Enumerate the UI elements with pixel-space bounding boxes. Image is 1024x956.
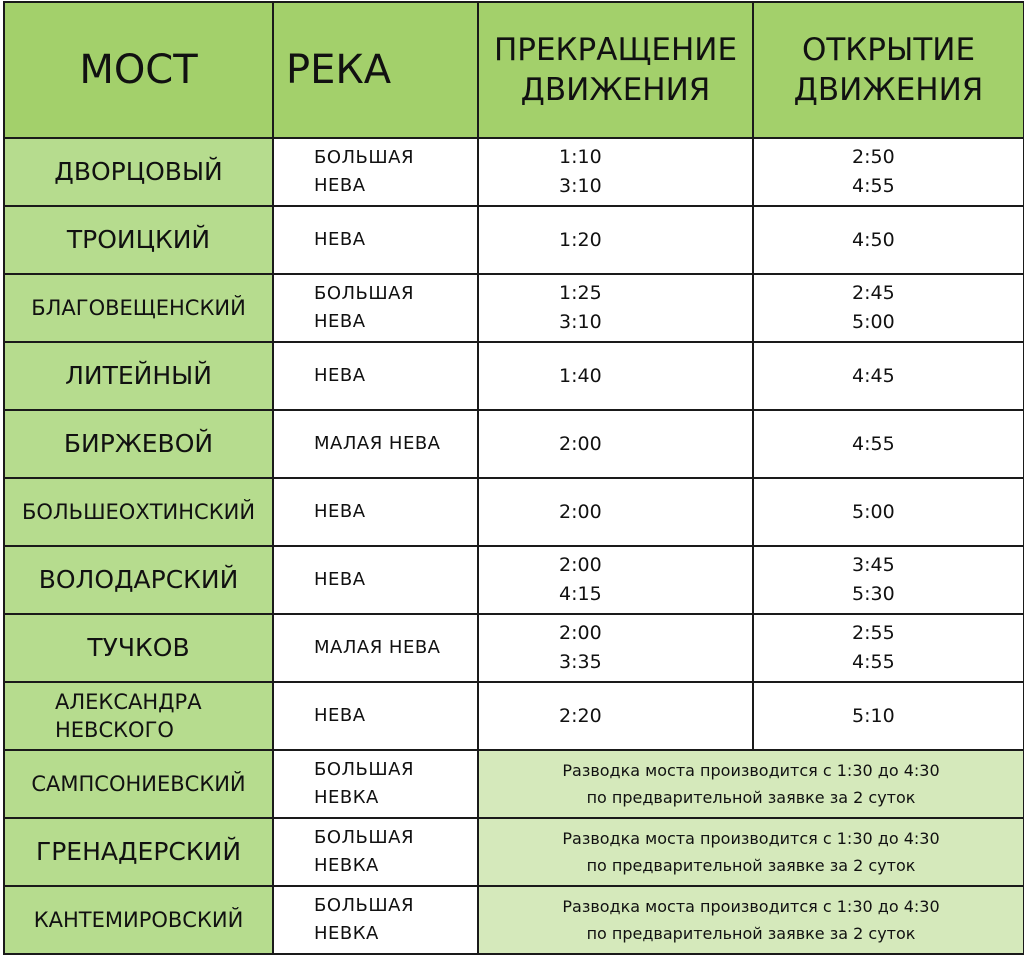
river-name xyxy=(273,750,478,818)
bridge-name-line: ЛИТЕЙНЫЙ xyxy=(65,361,212,390)
bridge-name xyxy=(4,614,273,682)
river-name-line: НЕВА xyxy=(314,569,366,590)
close-time xyxy=(478,614,753,682)
schedule-note-line: Разводка моста производится с 1:30 до 4:30 xyxy=(562,897,940,916)
header-bridge: МОСТ xyxy=(4,2,273,138)
close-time-line: 2:20 xyxy=(559,704,602,727)
open-time xyxy=(753,410,1024,478)
river-name xyxy=(273,478,478,546)
bridge-name xyxy=(4,886,273,954)
close-time-line: 1:40 xyxy=(559,364,602,387)
open-time xyxy=(753,546,1024,614)
bridge-name-line: НЕВСКОГО xyxy=(55,718,174,742)
bridge-name xyxy=(4,274,273,342)
river-name-line: БОЛЬШАЯ xyxy=(314,147,414,168)
river-name xyxy=(273,886,478,954)
open-time-line: 2:45 xyxy=(852,282,895,304)
bridge-name-line: САМПСОНИЕВСКИЙ xyxy=(31,772,246,796)
schedule-note-line: Разводка моста производится с 1:30 до 4:30 xyxy=(562,829,940,848)
close-time xyxy=(478,206,753,274)
table-row xyxy=(4,410,1024,478)
schedule-note xyxy=(478,886,1024,954)
table-row xyxy=(4,886,1024,954)
close-time xyxy=(478,682,753,750)
header-close-line: ПРЕКРАЩЕНИЕ xyxy=(493,32,738,68)
river-name-line: НЕВА xyxy=(314,229,366,250)
close-time-line: 3:10 xyxy=(559,175,602,197)
river-name xyxy=(273,342,478,410)
schedule-note-line: по предварительной заявке за 2 суток xyxy=(586,788,916,807)
open-time-line: 5:00 xyxy=(852,311,895,333)
open-time-line: 5:00 xyxy=(852,500,895,523)
open-time xyxy=(753,138,1024,206)
close-time-line: 2:00 xyxy=(559,500,602,523)
table-row xyxy=(4,342,1024,410)
bridge-schedule-table xyxy=(3,1,1024,955)
open-time-line: 4:55 xyxy=(852,651,895,673)
close-time xyxy=(478,342,753,410)
open-time-line: 3:45 xyxy=(852,554,895,576)
bridge-name xyxy=(4,410,273,478)
river-name-line: НЕВКА xyxy=(314,787,379,808)
open-time-line: 2:55 xyxy=(852,622,895,644)
schedule-note-line: по предварительной заявке за 2 суток xyxy=(586,924,916,943)
river-name-line: БОЛЬШАЯ xyxy=(314,895,414,916)
close-time xyxy=(478,478,753,546)
river-name-line: БОЛЬШАЯ xyxy=(314,759,414,780)
close-time xyxy=(478,138,753,206)
close-time-line: 1:20 xyxy=(559,228,602,251)
close-time xyxy=(478,274,753,342)
open-time-line: 4:50 xyxy=(852,228,895,251)
table-body xyxy=(4,138,1024,954)
river-name-line: БОЛЬШАЯ xyxy=(314,827,414,848)
close-time-line: 3:10 xyxy=(559,311,602,333)
open-time-line: 4:55 xyxy=(852,432,895,455)
header-open xyxy=(753,2,1024,138)
close-time xyxy=(478,546,753,614)
river-name-line: НЕВКА xyxy=(314,923,379,944)
close-time-line: 4:15 xyxy=(559,583,602,605)
bridge-name-line: БОЛЬШЕОХТИНСКИЙ xyxy=(21,500,256,524)
close-time-line: 2:00 xyxy=(559,622,602,644)
close-time-line: 1:10 xyxy=(559,146,602,168)
open-time xyxy=(753,682,1024,750)
open-time xyxy=(753,274,1024,342)
table-row xyxy=(4,546,1024,614)
bridge-name-line: ДВОРЦОВЫЙ xyxy=(54,157,223,186)
river-name-line: БОЛЬШАЯ xyxy=(314,283,414,304)
open-time xyxy=(753,206,1024,274)
river-name xyxy=(273,546,478,614)
bridge-name-line: ГРЕНАДЕРСКИЙ xyxy=(35,837,242,866)
river-name xyxy=(273,138,478,206)
table-row xyxy=(4,818,1024,886)
bridge-name-line: БИРЖЕВОЙ xyxy=(63,429,214,458)
table-row xyxy=(4,750,1024,818)
close-time-line: 2:00 xyxy=(559,554,602,576)
river-name-line: НЕВА xyxy=(314,705,366,726)
bridge-name-line: КАНТЕМИРОВСКИЙ xyxy=(33,908,244,932)
river-name-line: НЕВА xyxy=(314,365,366,386)
open-time-line: 2:50 xyxy=(852,146,895,168)
bridge-name-line: ВОЛОДАРСКИЙ xyxy=(38,565,239,594)
table-row xyxy=(4,682,1024,750)
close-time xyxy=(478,410,753,478)
table-row xyxy=(4,274,1024,342)
table-row xyxy=(4,206,1024,274)
bridge-name-line: ТРОИЦКИЙ xyxy=(66,225,211,254)
table-row xyxy=(4,138,1024,206)
header-open-line: ДВИЖЕНИЯ xyxy=(793,72,984,108)
river-name xyxy=(273,206,478,274)
bridge-name xyxy=(4,138,273,206)
bridge-name xyxy=(4,206,273,274)
schedule-note xyxy=(478,818,1024,886)
table-row xyxy=(4,614,1024,682)
bridge-name xyxy=(4,546,273,614)
bridge-name xyxy=(4,478,273,546)
river-name xyxy=(273,274,478,342)
open-time xyxy=(753,478,1024,546)
river-name xyxy=(273,410,478,478)
river-name xyxy=(273,614,478,682)
open-time xyxy=(753,614,1024,682)
river-name xyxy=(273,682,478,750)
header-close xyxy=(478,2,753,138)
bridge-name xyxy=(4,682,273,750)
open-time-line: 4:45 xyxy=(852,364,895,387)
bridge-name-line: БЛАГОВЕЩЕНСКИЙ xyxy=(31,296,246,320)
river-name-line: НЕВКА xyxy=(314,855,379,876)
close-time-line: 1:25 xyxy=(559,282,602,304)
schedule-note xyxy=(478,750,1024,818)
bridge-name-line: АЛЕКСАНДРА xyxy=(55,690,202,714)
header-close-line: ДВИЖЕНИЯ xyxy=(520,72,711,108)
river-name-line: МАЛАЯ НЕВА xyxy=(314,637,441,658)
bridge-name xyxy=(4,750,273,818)
header-open-line: ОТКРЫТИЕ xyxy=(801,32,976,68)
close-time-line: 2:00 xyxy=(559,432,602,455)
bridge-name xyxy=(4,818,273,886)
header-row xyxy=(4,2,1024,138)
schedule-note-line: по предварительной заявке за 2 суток xyxy=(586,856,916,875)
bridge-name-line: ТУЧКОВ xyxy=(87,633,190,662)
header-river: РЕКА xyxy=(273,2,478,138)
open-time-line: 5:30 xyxy=(852,583,895,605)
open-time-line: 4:55 xyxy=(852,175,895,197)
river-name xyxy=(273,818,478,886)
schedule-note-line: Разводка моста производится с 1:30 до 4:30 xyxy=(562,761,940,780)
river-name-line: МАЛАЯ НЕВА xyxy=(314,433,441,454)
table-row xyxy=(4,478,1024,546)
close-time-line: 3:35 xyxy=(559,651,602,673)
river-name-line: НЕВА xyxy=(314,175,366,196)
open-time xyxy=(753,342,1024,410)
open-time-line: 5:10 xyxy=(852,704,895,727)
river-name-line: НЕВА xyxy=(314,311,366,332)
bridge-name xyxy=(4,342,273,410)
river-name-line: НЕВА xyxy=(314,501,366,522)
